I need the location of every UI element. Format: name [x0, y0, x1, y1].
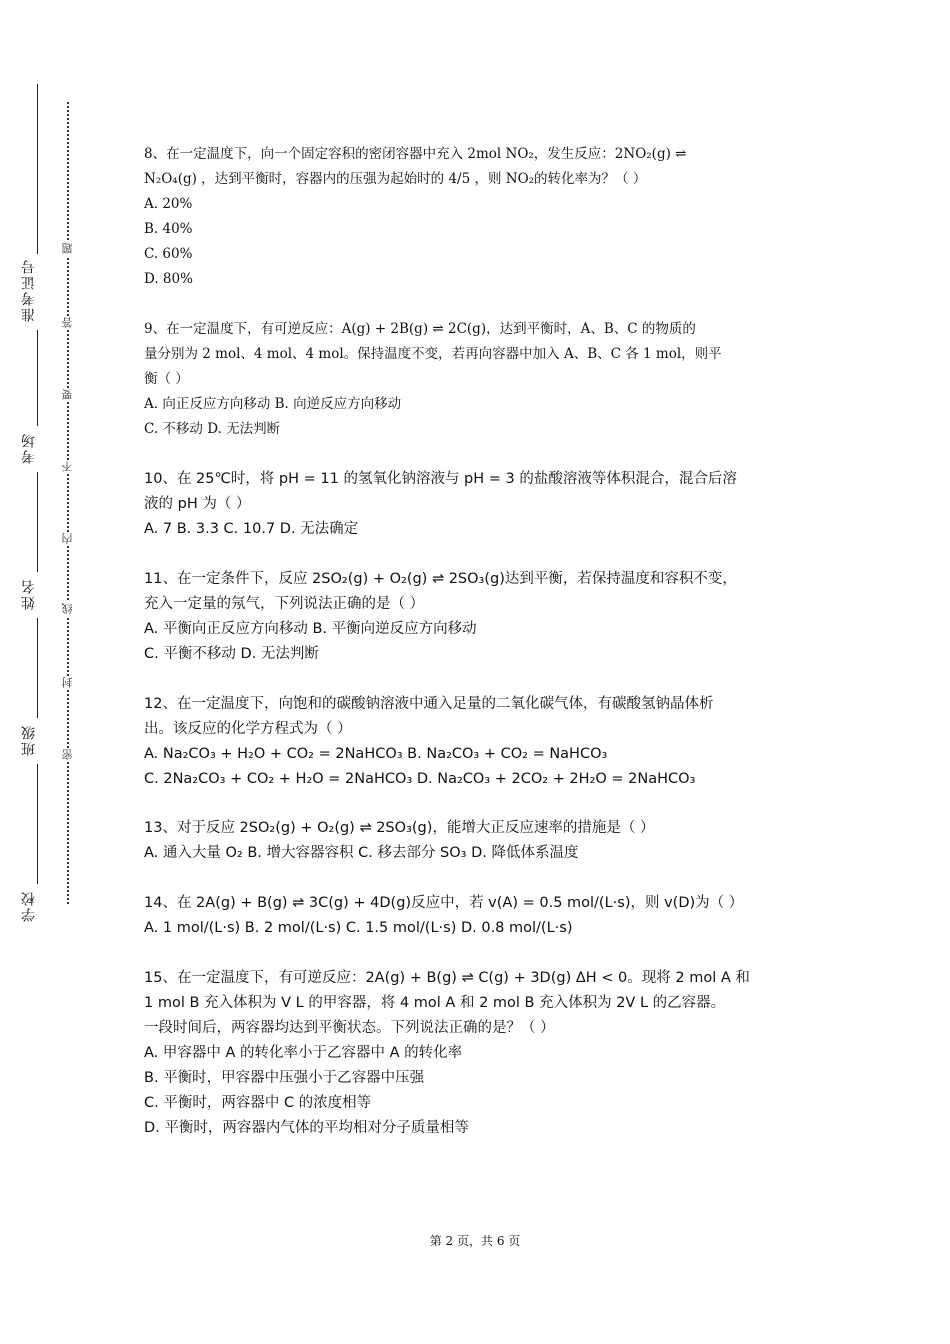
- seal-char-mi: 密: [61, 749, 74, 761]
- option-d: D. 80%: [144, 271, 193, 287]
- question-11: [144, 567, 814, 667]
- option-c: C. 平衡时，两容器中 C 的浓度相等: [144, 1095, 372, 1111]
- options-line: A. 平衡向正反应方向移动 B. 平衡向逆反应方向移动: [144, 621, 477, 637]
- question-text-line: 液的 pH 为（ ）: [144, 496, 251, 512]
- options-line: A. 向正反应方向移动 B. 向逆反应方向移动: [144, 396, 402, 412]
- seal-char-da: 答: [61, 317, 74, 329]
- question-text-line: 9、在一定温度下，有可逆反应：A(g) + 2B(g) ⇌ 2C(g)，达到平衡时，A、B、C 的物质的: [144, 321, 696, 337]
- seal-dotted-line: [67, 102, 69, 904]
- seal-char-nei: 内: [61, 533, 74, 545]
- question-text-line: 10、在 25℃时，将 pH = 11 的氢氧化钠溶液与 pH = 3 的盐酸溶液等体积混合，混合后溶: [144, 471, 737, 487]
- exam-room-label: 考场: [21, 432, 37, 464]
- options-line: A. Na₂CO₃ + H₂O + CO₂ = 2NaHCO₃ B. Na₂CO₃ + CO₂ = NaHCO₃: [144, 746, 608, 762]
- question-text-line: 衡（ ）: [144, 371, 189, 387]
- question-text-line: N₂O₄(g) ，达到平衡时，容器内的压强为起始时的 4/5 ，则 NO₂的转化率为？（ ）: [144, 171, 647, 187]
- school-label: 学校: [21, 890, 37, 922]
- binding-line-name: [37, 618, 38, 718]
- question-15: [144, 966, 814, 1141]
- question-text-line: 充入一定量的氖气，下列说法正确的是（ ）: [144, 596, 425, 612]
- seal-char-feng: 封: [61, 677, 74, 689]
- seal-char-ti: 题: [61, 243, 74, 255]
- question-text-line: 11、在一定条件下，反应 2SO₂(g) + O₂(g) ⇌ 2SO₃(g)达到平衡，若保持温度和容积不变，: [144, 571, 737, 587]
- binding-line-class: [37, 764, 38, 884]
- seal-char-xian: 线: [61, 603, 74, 615]
- class-label: 班级: [21, 724, 37, 756]
- question-text-line: 8、在一定温度下，向一个固定容积的密闭容器中充入 2mol NO₂，发生反应：2NO₂(g) ⇌: [144, 146, 687, 162]
- option-b: B. 40%: [144, 221, 193, 237]
- options-line: A. 7 B. 3.3 C. 10.7 D. 无法确定: [144, 521, 359, 537]
- options-line: A. 1 mol/(L·s) B. 2 mol/(L·s) C. 1.5 mol/(L·s) D. 0.8 mol/(L·s): [144, 920, 573, 936]
- page-footer: 第 2 页，共 6 页: [429, 1234, 521, 1248]
- question-text-line: 一段时间后，两容器均达到平衡状态。下列说法正确的是？（ ）: [144, 1020, 555, 1036]
- binding-line-exam-room: [37, 472, 38, 572]
- seal-char-yao: 要: [61, 389, 74, 401]
- options-line: C. 平衡不移动 D. 无法判断: [144, 646, 319, 662]
- question-text-line: 12、在一定温度下，向饱和的碳酸钠溶液中通入足量的二氧化碳气体，有碳酸氢钠晶体析: [144, 696, 714, 712]
- question-14: [144, 891, 814, 941]
- option-a: A. 20%: [144, 196, 193, 212]
- option-d: D. 平衡时，两容器内气体的平均相对分子质量相等: [144, 1120, 469, 1136]
- binding-line-exam-number: [37, 330, 38, 426]
- binding-line-top: [37, 84, 38, 254]
- exam-number-label: 准考证号: [21, 258, 37, 322]
- question-13: [144, 816, 814, 866]
- question-8: [144, 142, 814, 292]
- options-line: C. 2Na₂CO₃ + CO₂ + H₂O = 2NaHCO₃ D. Na₂CO₃ + 2CO₂ + 2H₂O = 2NaHCO₃: [144, 771, 696, 787]
- question-10: [144, 467, 814, 542]
- options-line: C. 不移动 D. 无法判断: [144, 421, 281, 437]
- name-label: 姓名: [21, 578, 37, 610]
- seal-char-bu: 不: [61, 461, 74, 473]
- option-b: B. 平衡时，甲容器中压强小于乙容器中压强: [144, 1070, 425, 1086]
- question-9: [144, 317, 814, 442]
- options-line: A. 通入大量 O₂ B. 增大容器容积 C. 移去部分 SO₃ D. 降低体系温度: [144, 845, 579, 861]
- question-text-line: 量分别为 2 mol、4 mol、4 mol。保持温度不变，若再向容器中加入 A、B、C 各 1 mol，则平: [144, 346, 722, 362]
- question-text-line: 15、在一定温度下，有可逆反应：2A(g) + B(g) ⇌ C(g) + 3D(g) ΔH < 0。现将 2 mol A 和: [144, 970, 750, 986]
- option-c: C. 60%: [144, 246, 193, 262]
- question-12: [144, 692, 814, 792]
- question-text-line: 13、对于反应 2SO₂(g) + O₂(g) ⇌ 2SO₃(g)，能增大正反应速率的措施是（ ）: [144, 820, 655, 836]
- question-text-line: 14、在 2A(g) + B(g) ⇌ 3C(g) + 4D(g)反应中，若 v(A) = 0.5 mol/(L·s)，则 v(D)为（ ）: [144, 895, 744, 911]
- question-text-line: 出。该反应的化学方程式为（ ）: [144, 721, 352, 737]
- question-text-line: 1 mol B 充入体积为 V L 的甲容器，将 4 mol A 和 2 mol B 充入体积为 2V L 的乙容器。: [144, 995, 726, 1011]
- option-a: A. 甲容器中 A 的转化率小于乙容器中 A 的转化率: [144, 1045, 463, 1061]
